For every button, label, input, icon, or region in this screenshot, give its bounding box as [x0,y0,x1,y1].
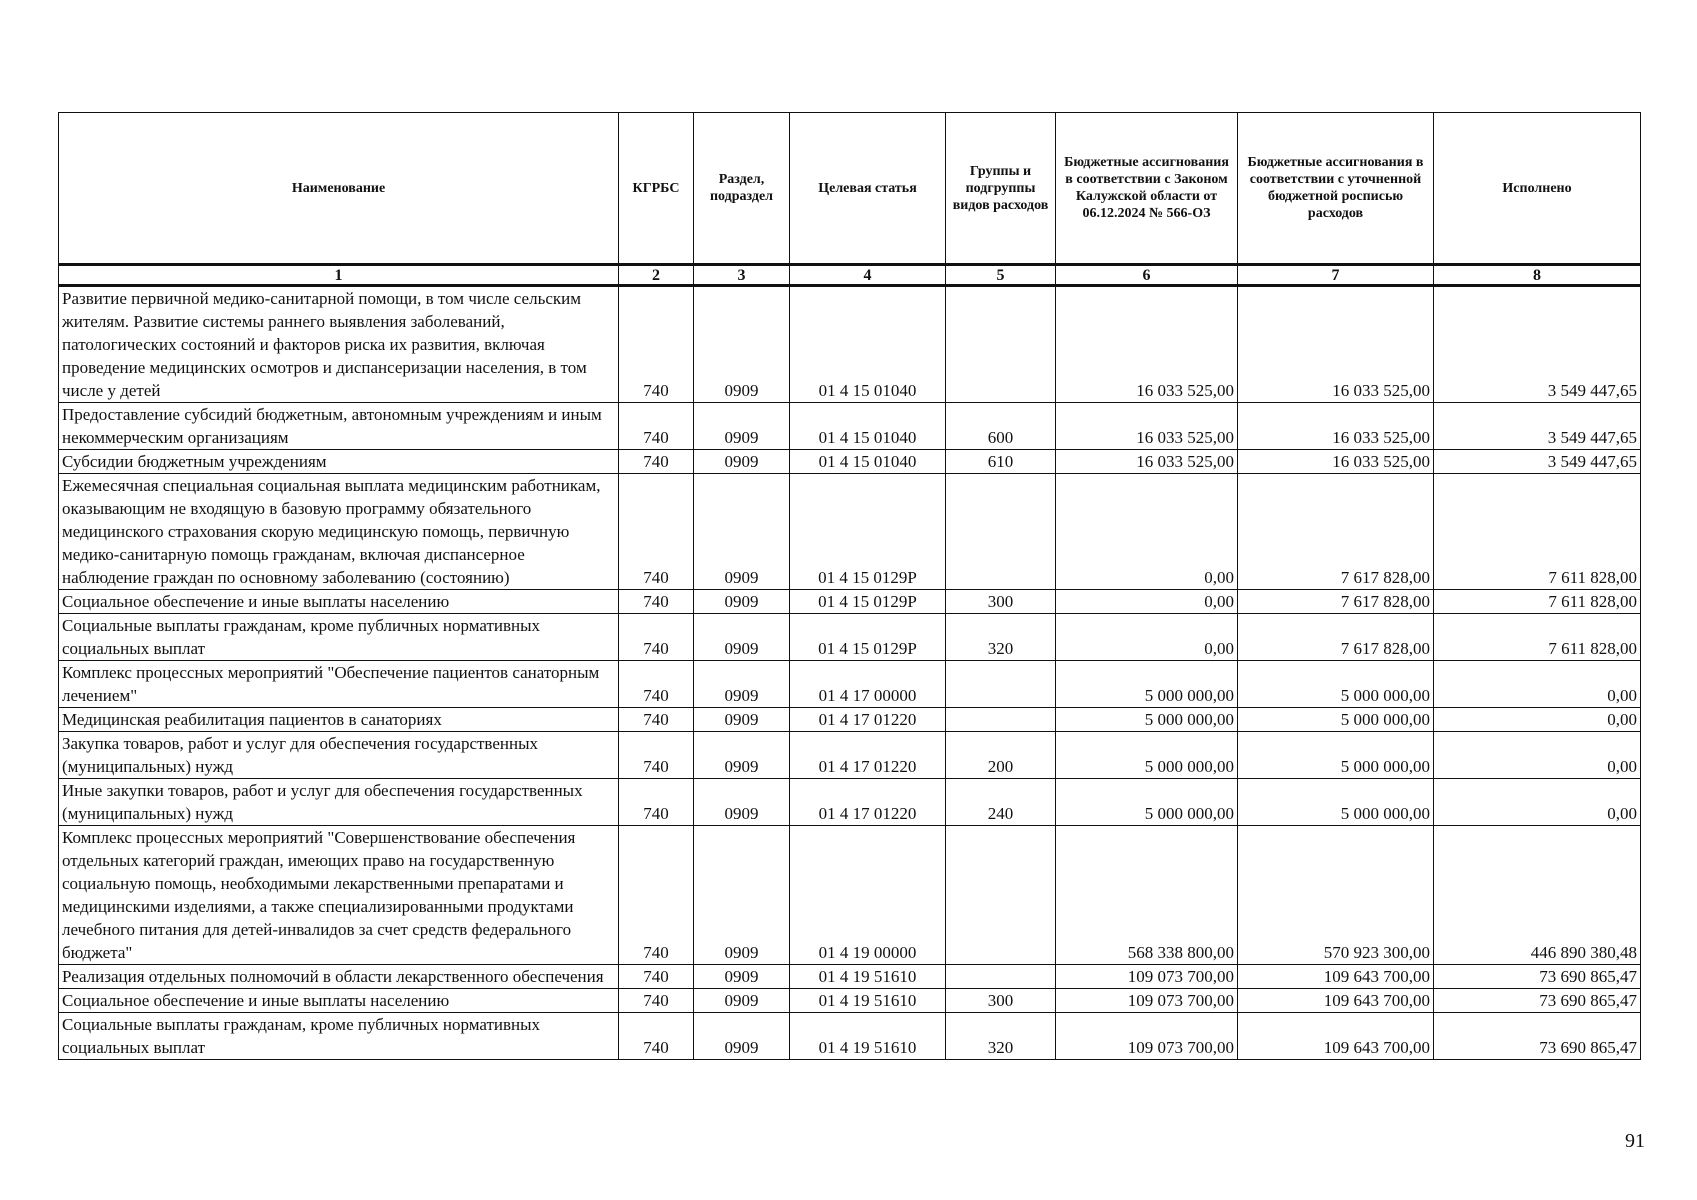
cell-name: Социальное обеспечение и иные выплаты населению [59,989,619,1013]
column-number: 6 [1056,265,1238,286]
table-row [59,1013,1641,1060]
header-expense-groups: Группы и подгруппы видов расходов [946,113,1056,265]
cell-kgrbs: 740 [619,661,694,708]
cell-name: Развитие первичной медико-санитарной помощи, в том числе сельским жителям. Развитие системы раннего выявления заболеваний, патологических состояний и факторов риска их развития, включая проведение медицинских осмотров и диспансеризации населения, в том числе у детей [59,286,619,403]
cell-kgrbs: 740 [619,965,694,989]
cell-law-allocation: 0,00 [1056,590,1238,614]
cell-section: 0909 [694,965,790,989]
table-header [59,113,1641,286]
cell-refined-allocation: 7 617 828,00 [1238,590,1434,614]
cell-refined-allocation: 5 000 000,00 [1238,661,1434,708]
table-row [59,403,1641,450]
cell-target-article: 01 4 19 51610 [790,965,946,989]
table-row [59,590,1641,614]
header-kgrbs: КГРБС [619,113,694,265]
cell-refined-allocation: 109 643 700,00 [1238,1013,1434,1060]
cell-law-allocation: 16 033 525,00 [1056,286,1238,403]
cell-refined-allocation: 16 033 525,00 [1238,450,1434,474]
cell-expense-group: 200 [946,732,1056,779]
column-number: 2 [619,265,694,286]
cell-expense-group [946,286,1056,403]
cell-refined-allocation: 16 033 525,00 [1238,403,1434,450]
header-refined-allocations: Бюджетные ассигнования в соответствии с уточненной бюджетной росписью расходов [1238,113,1434,265]
cell-law-allocation: 5 000 000,00 [1056,732,1238,779]
column-number: 1 [59,265,619,286]
cell-executed: 73 690 865,47 [1434,1013,1641,1060]
cell-expense-group: 320 [946,614,1056,661]
cell-refined-allocation: 109 643 700,00 [1238,965,1434,989]
cell-expense-group: 300 [946,989,1056,1013]
cell-law-allocation: 5 000 000,00 [1056,708,1238,732]
cell-target-article: 01 4 17 01220 [790,708,946,732]
table-row [59,779,1641,826]
table-body [59,286,1641,1060]
cell-refined-allocation: 5 000 000,00 [1238,732,1434,779]
cell-name: Комплекс процессных мероприятий "Обеспечение пациентов санаторным лечением" [59,661,619,708]
table-row [59,286,1641,403]
cell-target-article: 01 4 15 0129Р [790,474,946,590]
cell-target-article: 01 4 17 00000 [790,661,946,708]
cell-expense-group [946,708,1056,732]
cell-target-article: 01 4 15 01040 [790,450,946,474]
cell-name: Медицинская реабилитация пациентов в санаториях [59,708,619,732]
cell-section: 0909 [694,590,790,614]
table-row [59,708,1641,732]
cell-law-allocation: 109 073 700,00 [1056,965,1238,989]
cell-executed: 7 611 828,00 [1434,474,1641,590]
cell-executed: 7 611 828,00 [1434,590,1641,614]
cell-section: 0909 [694,732,790,779]
cell-section: 0909 [694,989,790,1013]
cell-target-article: 01 4 17 01220 [790,732,946,779]
header-law-allocations: Бюджетные ассигнования в соответствии с Законом Калужской области от 06.12.2024 № 566-ОЗ [1056,113,1238,265]
cell-law-allocation: 109 073 700,00 [1056,989,1238,1013]
cell-name: Закупка товаров, работ и услуг для обеспечения государственных (муниципальных) нужд [59,732,619,779]
table-row [59,989,1641,1013]
cell-refined-allocation: 16 033 525,00 [1238,286,1434,403]
cell-name: Субсидии бюджетным учреждениям [59,450,619,474]
cell-kgrbs: 740 [619,403,694,450]
cell-expense-group: 610 [946,450,1056,474]
cell-law-allocation: 0,00 [1056,474,1238,590]
cell-section: 0909 [694,403,790,450]
cell-expense-group: 240 [946,779,1056,826]
cell-refined-allocation: 7 617 828,00 [1238,474,1434,590]
column-number-row [59,265,1641,286]
cell-executed: 7 611 828,00 [1434,614,1641,661]
cell-target-article: 01 4 17 01220 [790,779,946,826]
cell-executed: 73 690 865,47 [1434,989,1641,1013]
cell-name: Комплекс процессных мероприятий "Совершенствование обеспечения отдельных категорий граждан, имеющих право на государственную социальную помощь, необходимыми лекарственными препаратами и медицинскими изделиями, а также специализированными продуктами лечебного питания для детей-инвалидов за счет средств федерального бюджета" [59,826,619,965]
cell-name: Социальное обеспечение и иные выплаты населению [59,590,619,614]
header-target-article: Целевая статья [790,113,946,265]
cell-executed: 3 549 447,65 [1434,403,1641,450]
cell-executed: 73 690 865,47 [1434,965,1641,989]
cell-expense-group [946,474,1056,590]
cell-target-article: 01 4 19 00000 [790,826,946,965]
cell-expense-group: 300 [946,590,1056,614]
header-name: Наименование [59,113,619,265]
cell-kgrbs: 740 [619,779,694,826]
cell-name: Реализация отдельных полномочий в области лекарственного обеспечения [59,965,619,989]
cell-section: 0909 [694,614,790,661]
header-section: Раздел, подраздел [694,113,790,265]
cell-section: 0909 [694,708,790,732]
column-number: 5 [946,265,1056,286]
cell-section: 0909 [694,286,790,403]
cell-name: Социальные выплаты гражданам, кроме публичных нормативных социальных выплат [59,614,619,661]
table-row [59,826,1641,965]
cell-executed: 446 890 380,48 [1434,826,1641,965]
cell-target-article: 01 4 15 01040 [790,403,946,450]
cell-executed: 0,00 [1434,708,1641,732]
cell-expense-group: 600 [946,403,1056,450]
cell-section: 0909 [694,474,790,590]
cell-kgrbs: 740 [619,989,694,1013]
table-row [59,474,1641,590]
cell-law-allocation: 568 338 800,00 [1056,826,1238,965]
cell-kgrbs: 740 [619,474,694,590]
budget-table [58,112,1641,1060]
column-number: 8 [1434,265,1641,286]
header-row [59,113,1641,265]
cell-law-allocation: 16 033 525,00 [1056,403,1238,450]
cell-executed: 3 549 447,65 [1434,450,1641,474]
cell-target-article: 01 4 15 0129Р [790,614,946,661]
table-row [59,965,1641,989]
cell-kgrbs: 740 [619,826,694,965]
table-row [59,661,1641,708]
budget-table-sheet [58,112,1640,1060]
cell-kgrbs: 740 [619,1013,694,1060]
cell-kgrbs: 740 [619,614,694,661]
page-number: 91 [1625,1130,1645,1152]
cell-refined-allocation: 5 000 000,00 [1238,779,1434,826]
cell-name: Ежемесячная специальная социальная выплата медицинским работникам, оказывающим не входящую в базовую программу обязательного медицинского страхования скорую медицинскую помощь, первичную медико-санитарную помощь гражданам, включая диспансерное наблюдение граждан по основному заболеванию (состоянию) [59,474,619,590]
cell-section: 0909 [694,826,790,965]
cell-section: 0909 [694,1013,790,1060]
cell-target-article: 01 4 15 01040 [790,286,946,403]
cell-law-allocation: 0,00 [1056,614,1238,661]
cell-kgrbs: 740 [619,286,694,403]
cell-executed: 0,00 [1434,779,1641,826]
cell-executed: 0,00 [1434,732,1641,779]
cell-refined-allocation: 7 617 828,00 [1238,614,1434,661]
cell-refined-allocation: 5 000 000,00 [1238,708,1434,732]
cell-law-allocation: 109 073 700,00 [1056,1013,1238,1060]
cell-executed: 3 549 447,65 [1434,286,1641,403]
cell-target-article: 01 4 19 51610 [790,989,946,1013]
cell-name: Предоставление субсидий бюджетным, автономным учреждениям и иным некоммерческим организациям [59,403,619,450]
column-number: 4 [790,265,946,286]
table-row [59,614,1641,661]
cell-name: Социальные выплаты гражданам, кроме публичных нормативных социальных выплат [59,1013,619,1060]
cell-target-article: 01 4 19 51610 [790,1013,946,1060]
cell-expense-group [946,826,1056,965]
cell-kgrbs: 740 [619,732,694,779]
cell-executed: 0,00 [1434,661,1641,708]
cell-kgrbs: 740 [619,450,694,474]
cell-expense-group: 320 [946,1013,1056,1060]
cell-law-allocation: 5 000 000,00 [1056,661,1238,708]
cell-law-allocation: 16 033 525,00 [1056,450,1238,474]
cell-name: Иные закупки товаров, работ и услуг для обеспечения государственных (муниципальных) нужд [59,779,619,826]
cell-expense-group [946,965,1056,989]
column-number: 3 [694,265,790,286]
cell-target-article: 01 4 15 0129Р [790,590,946,614]
cell-refined-allocation: 570 923 300,00 [1238,826,1434,965]
header-executed: Исполнено [1434,113,1641,265]
cell-refined-allocation: 109 643 700,00 [1238,989,1434,1013]
column-number: 7 [1238,265,1434,286]
cell-law-allocation: 5 000 000,00 [1056,779,1238,826]
cell-section: 0909 [694,661,790,708]
table-row [59,732,1641,779]
cell-section: 0909 [694,779,790,826]
cell-section: 0909 [694,450,790,474]
cell-kgrbs: 740 [619,708,694,732]
table-row [59,450,1641,474]
cell-expense-group [946,661,1056,708]
cell-kgrbs: 740 [619,590,694,614]
